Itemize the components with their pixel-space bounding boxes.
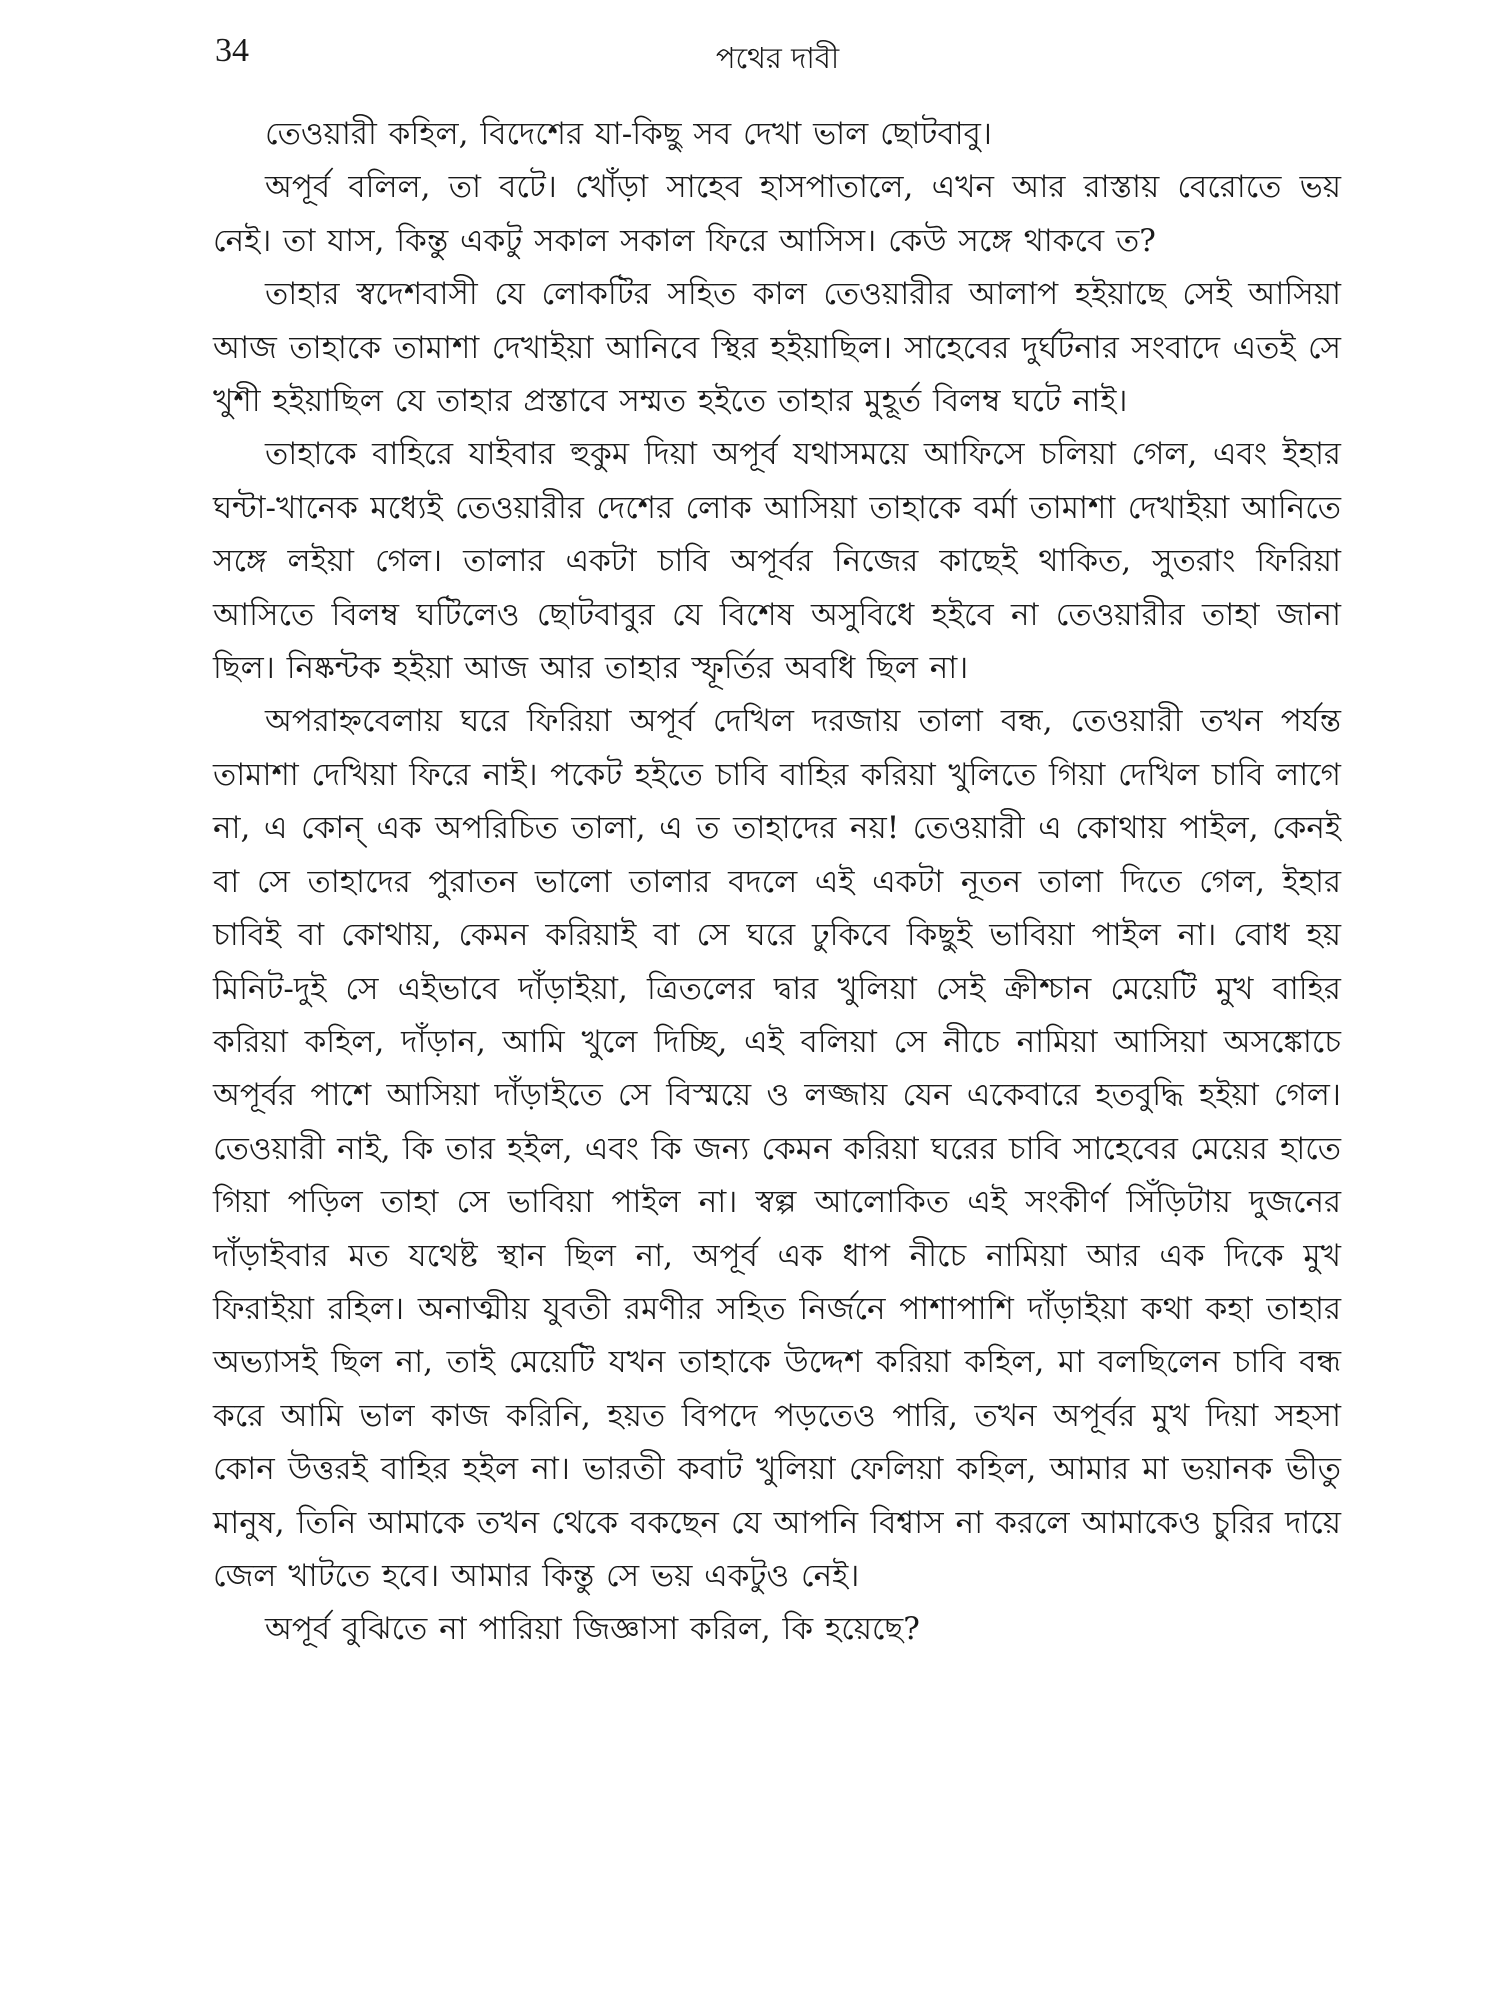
page-number: 34 [215,32,249,69]
paragraph: তাহাকে বাহিরে যাইবার হুকুম দিয়া অপূর্ব যথাসময়ে আফিসে চলিয়া গেল, এবং ইহার ঘন্টা-খানেক মধ্যেই তেওয়ারীর দেশের লোক আসিয়া তাহাকে বর্মা তামাশা দেখাইয়া আনিতে সঙ্গে লইয়া গেল। তালার একটা চাবি অপূর্বর নিজের কাছেই থাকিত, সুতরাং ফিরিয়া আসিতে বিলম্ব ঘটিলেও ছোটবাবুর যে বিশেষ অসুবিধে হইবে না তেওয়ারীর তাহা জানা ছিল। নিষ্কন্টক হইয়া আজ আর তাহার স্ফূর্তির অবধি ছিল না। [213,436,1341,687]
paragraph: অপূর্ব বলিল, তা বটে। খোঁড়া সাহেব হাসপাতালে, এখন আর রাস্তায় বেরোতে ভয় নেই। তা যাস, কিন্তু একটু সকাল সকাল ফিরে আসিস। কেউ সঙ্গে থাকবে ত? [213,169,1341,259]
running-head [215,28,1340,88]
book-title: পথের দাবী [715,41,840,75]
paragraph: অপরাহ্নবেলায় ঘরে ফিরিয়া অপূর্ব দেখিল দরজায় তালা বন্ধ, তেওয়ারী তখন পর্যন্ত তামাশা দেখিয়া ফিরে নাই। পকেট হইতে চাবি বাহির করিয়া খুলিতে গিয়া দেখিল চাবি লাগে না, এ কোন্ এক অপরিচিত তালা, এ ত তাহাদের নয়! তেওয়ারী এ কোথায় পাইল, কেনই বা সে তাহাদের পুরাতন ভালো তালার বদলে এই একটা নূতন তালা দিতে গেল, ইহার চাবিই বা কোথায়, কেমন করিয়াই বা সে ঘরে ঢুকিবে কিছুই ভাবিয়া পাইল না। বোধ হয় মিনিট-দুই সে এইভাবে দাঁড়াইয়া, ত্রিতলের দ্বার খুলিয়া সেই ক্রীশ্চান মেয়েটি মুখ বাহির করিয়া কহিল, দাঁড়ান, আমি খুলে দিচ্ছি, এই বলিয়া সে নীচে নামিয়া আসিয়া অসঙ্কোচে অপূর্বর পাশে আসিয়া দাঁড়াইতে সে বিস্ময়ে ও লজ্জায় যেন একেবারে হতবুদ্ধি হইয়া গেল। তেওয়ারী নাই, কি তার হইল, এবং কি জন্য কেমন করিয়া ঘরের চাবি সাহেবের মেয়ের হাতে গিয়া পড়িল তাহা সে ভাবিয়া পাইল না। স্বল্প আলোকিত এই সংকীর্ণ সিঁড়িটায় দুজনের দাঁড়াইবার মত যথেষ্ট স্থান ছিল না, অপূর্ব এক ধাপ নীচে নামিয়া আর এক দিকে মুখ ফিরাইয়া রহিল। অনাত্মীয় যুবতী রমণীর সহিত নির্জনে পাশাপাশি দাঁড়াইয়া কথা কহা তাহার অভ্যাসই ছিল না, তাই মেয়েটি যখন তাহাকে উদ্দেশ করিয়া কহিল, মা বলছিলেন চাবি বন্ধ করে আমি ভাল কাজ করিনি, হয়ত বিপদে পড়তেও পারি, তখন অপূর্বর মুখ দিয়া সহসা কোন উত্তরই বাহির হইল না। ভারতী কবাট খুলিয়া ফেলিয়া কহিল, আমার মা ভয়ানক ভীতু মানুষ, তিনি আমাকে তখন থেকে বকছেন যে আপনি বিশ্বাস না করলে আমাকেও চুরির দায়ে জেল খাটতে হবে। আমার কিন্তু সে ভয় একটুও নেই। [213,703,1341,1594]
paragraph: অপূর্ব বুঝিতে না পারিয়া জিজ্ঞাসা করিল, কি হয়েছে? [265,1611,920,1648]
body-text [213,108,1341,1657]
paragraph: তেওয়ারী কহিল, বিদেশের যা-কিছু সব দেখা ভাল ছোটবাবু। [265,116,992,152]
paragraph: তাহার স্বদেশবাসী যে লোকটির সহিত কাল তেওয়ারীর আলাপ হইয়াছে সেই আসিয়া আজ তাহাকে তামাশা দেখাইয়া আনিবে স্থির হইয়াছিল। সাহেবের দুর্ঘটনার সংবাদে এতই সে খুশী হইয়াছিল যে তাহার প্রস্তাবে সম্মত হইতে তাহার মুহূর্ত বিলম্ব ঘটে নাই। [213,276,1341,420]
